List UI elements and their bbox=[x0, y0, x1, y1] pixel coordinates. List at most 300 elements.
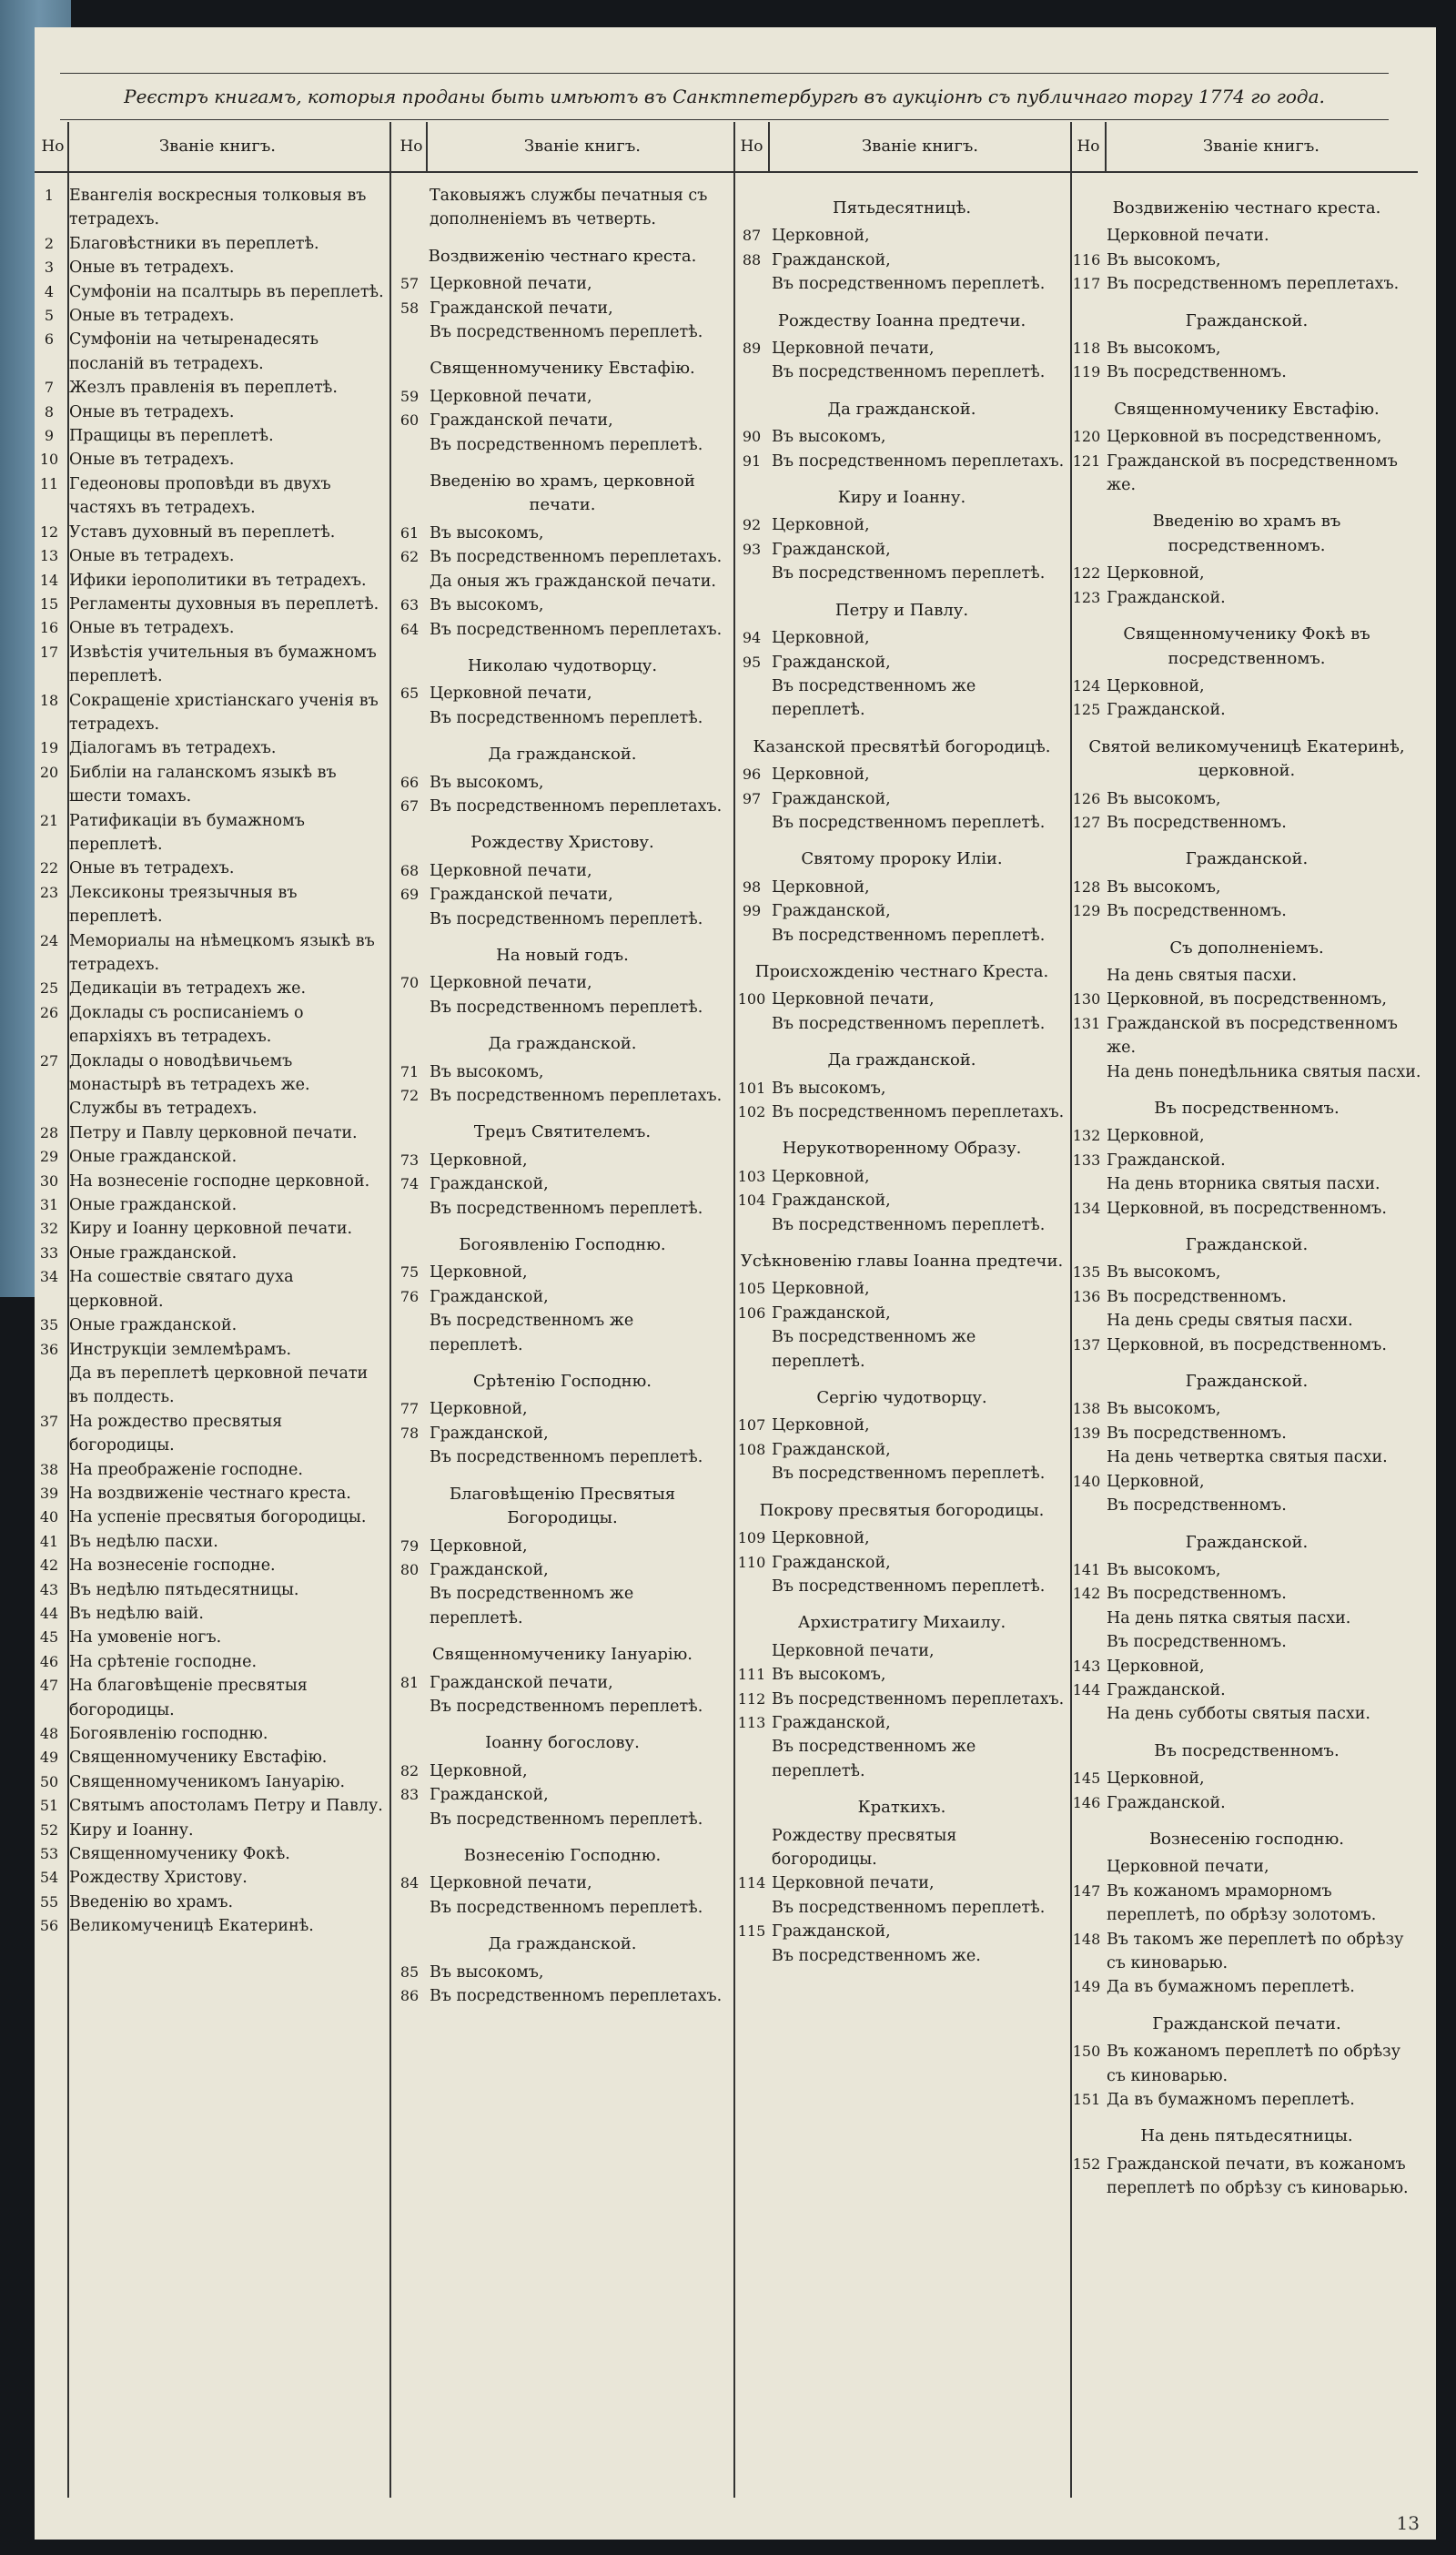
entry-number: 14 bbox=[39, 571, 59, 589]
entry-title: Церковной, bbox=[430, 1263, 528, 1283]
entry-number bbox=[395, 1197, 424, 1221]
entry-title: Святымъ апостоламъ Петру и Павлу. bbox=[69, 1797, 383, 1816]
entry-number: 46 bbox=[39, 1652, 59, 1670]
entry-number: 126 bbox=[1072, 789, 1101, 807]
register-entry bbox=[35, 1722, 386, 1746]
entry-number bbox=[737, 1213, 766, 1237]
entry-number: 115 bbox=[737, 1922, 766, 1941]
column-rule bbox=[1105, 122, 1107, 171]
entry-title: Церковной, bbox=[1107, 564, 1205, 583]
register-entry bbox=[737, 1663, 1067, 1687]
entry-title: Церковной, bbox=[430, 1151, 528, 1170]
register-entry bbox=[1072, 1678, 1421, 1702]
entry-number bbox=[737, 1639, 766, 1663]
entry-title: Гражданской, bbox=[772, 250, 891, 269]
entry-number: 31 bbox=[39, 1196, 59, 1214]
entry-number: 10 bbox=[39, 451, 59, 469]
section-heading: Священномученику Евстафію. bbox=[1114, 399, 1380, 419]
register-entry bbox=[35, 1458, 386, 1482]
entry-number bbox=[395, 996, 424, 1019]
entry-number bbox=[395, 1808, 424, 1831]
entry-title: Въ посредственномъ переплетахъ. bbox=[430, 548, 723, 567]
register-entry bbox=[35, 1626, 386, 1649]
entry-number bbox=[395, 1309, 424, 1357]
register-column-3 bbox=[737, 184, 1067, 1968]
entry-number bbox=[1072, 1702, 1101, 1726]
entry-title: Въ высокомъ, bbox=[1107, 340, 1221, 359]
entry-number: 55 bbox=[39, 1892, 59, 1911]
entry-title: На сошествіе святаго духа церковной. bbox=[69, 1268, 294, 1311]
entry-title: Церковной, bbox=[772, 629, 870, 648]
register-entry bbox=[737, 425, 1067, 449]
entry-number bbox=[1072, 1855, 1101, 1879]
register-entry bbox=[1072, 224, 1421, 248]
register-entry bbox=[395, 971, 730, 995]
entry-number: 29 bbox=[39, 1148, 59, 1166]
register-entry bbox=[35, 232, 386, 256]
entry-number: 124 bbox=[1072, 676, 1101, 695]
register-entry bbox=[1072, 360, 1421, 384]
section-heading: Вознесенію господню. bbox=[1148, 1829, 1345, 1849]
register-entry bbox=[1072, 272, 1421, 296]
entry-number: 3 bbox=[44, 259, 55, 277]
section-heading: Введенію во храмъ, церковной печати. bbox=[430, 471, 695, 515]
entry-title: Гражданской печати, bbox=[430, 411, 613, 431]
entry-number: 5 bbox=[44, 307, 55, 325]
column-rule bbox=[426, 122, 428, 171]
column-rule bbox=[389, 122, 391, 2498]
register-entry bbox=[35, 376, 386, 400]
entry-title: Оные въ тетрадехъ. bbox=[69, 859, 235, 878]
entry-number: 74 bbox=[399, 1175, 420, 1193]
register-entry bbox=[737, 1920, 1067, 1943]
entry-number: 104 bbox=[737, 1191, 766, 1210]
entry-title: Церковной печати, bbox=[772, 990, 935, 1009]
entry-number bbox=[1072, 1445, 1101, 1469]
entry-number bbox=[737, 1735, 766, 1783]
entry-title: Церковной печати, bbox=[772, 340, 935, 359]
entry-title: Церковной, bbox=[772, 227, 870, 246]
register-entry bbox=[395, 1084, 730, 1108]
entry-title: Церковной, bbox=[772, 1167, 870, 1186]
entry-number: 37 bbox=[39, 1412, 59, 1430]
entry-number: 149 bbox=[1072, 1978, 1101, 1996]
register-entry bbox=[395, 795, 730, 818]
entry-number: 121 bbox=[1072, 451, 1101, 470]
register-entry bbox=[395, 771, 730, 795]
entry-number: 111 bbox=[737, 1666, 766, 1684]
entry-number: 38 bbox=[39, 1460, 59, 1478]
entry-number bbox=[737, 1012, 766, 1036]
entry-number: 8 bbox=[44, 402, 55, 421]
register-entry bbox=[35, 424, 386, 448]
entry-number bbox=[395, 907, 424, 931]
entry-title: Гражданской, bbox=[772, 1922, 891, 1942]
register-entry bbox=[737, 513, 1067, 537]
entry-number bbox=[395, 1695, 424, 1719]
entry-title: Въ посредственномъ переплетахъ. bbox=[772, 1689, 1065, 1708]
register-entry bbox=[395, 1671, 730, 1695]
section-heading: Сергію чудотворцу. bbox=[816, 1388, 987, 1408]
entry-number: 125 bbox=[1072, 701, 1101, 719]
entry-title: Въ высокомъ, bbox=[772, 1079, 886, 1098]
entry-title: Церковной, bbox=[430, 1536, 528, 1556]
entry-title: На умовеніе ногъ. bbox=[69, 1628, 222, 1648]
section-heading: Краткихъ. bbox=[857, 1798, 946, 1818]
entry-number: 94 bbox=[742, 629, 762, 647]
register-entry bbox=[395, 320, 730, 344]
register-entry bbox=[395, 1558, 730, 1582]
entry-title: Гражданской, bbox=[430, 1175, 549, 1194]
entry-number bbox=[395, 570, 424, 593]
register-entry bbox=[35, 1674, 386, 1722]
entry-number: 132 bbox=[1072, 1127, 1101, 1145]
register-entry bbox=[737, 899, 1067, 923]
register-entry bbox=[35, 256, 386, 279]
entry-number: 43 bbox=[39, 1580, 59, 1598]
register-entry bbox=[737, 1639, 1067, 1663]
entry-number: 109 bbox=[737, 1529, 766, 1547]
entry-title: Въ высокомъ, bbox=[1107, 1263, 1221, 1283]
entry-title: Извѣстія учительныя въ бумажномъ переплетѣ. bbox=[69, 643, 377, 686]
register-entry bbox=[395, 297, 730, 320]
section-heading: Гражданской печати. bbox=[1152, 2013, 1341, 2033]
entry-number: 129 bbox=[1072, 902, 1101, 920]
entry-number bbox=[1072, 1060, 1101, 1084]
register-entry bbox=[1072, 1422, 1421, 1445]
entry-number: 151 bbox=[1072, 2091, 1101, 2109]
register-entry bbox=[395, 409, 730, 432]
entry-number: 72 bbox=[399, 1087, 420, 1104]
register-entry bbox=[737, 1189, 1067, 1212]
entry-number: 146 bbox=[1072, 1793, 1101, 1811]
register-entry bbox=[395, 907, 730, 931]
entry-title: На срѣтеніе господне. bbox=[69, 1652, 258, 1671]
section-heading: Николаю чудотворцу. bbox=[467, 655, 658, 675]
register-entry bbox=[1072, 1470, 1421, 1494]
entry-number: 117 bbox=[1072, 275, 1101, 293]
section-heading: Казанской пресвятѣй богородицѣ. bbox=[753, 736, 1051, 756]
register-entry bbox=[737, 924, 1067, 948]
entry-title: Церковной, bbox=[430, 1761, 528, 1780]
register-entry bbox=[35, 1602, 386, 1626]
entry-number bbox=[1072, 1607, 1101, 1630]
register-entry bbox=[35, 881, 386, 929]
entry-number: 102 bbox=[737, 1103, 766, 1120]
entry-number: 137 bbox=[1072, 1335, 1101, 1354]
entry-number: 105 bbox=[737, 1280, 766, 1298]
register-entry bbox=[737, 626, 1067, 650]
entry-number bbox=[737, 562, 766, 585]
register-entry bbox=[35, 641, 386, 689]
entry-number: 30 bbox=[39, 1171, 59, 1190]
entry-title: Рождеству пресвятыя богородицы. bbox=[772, 1826, 957, 1869]
register-entry bbox=[35, 1770, 386, 1794]
register-entry bbox=[395, 1285, 730, 1309]
section-heading: Съ дополненіемъ. bbox=[1169, 938, 1324, 958]
entry-title: Въ посредственномъ. bbox=[1107, 363, 1287, 382]
register-entry bbox=[1072, 811, 1421, 835]
register-entry bbox=[35, 1121, 386, 1145]
entry-title: Церковной, въ посредственномъ. bbox=[1107, 1335, 1387, 1354]
register-entry bbox=[395, 1783, 730, 1807]
entry-number bbox=[737, 272, 766, 296]
entry-title: Въ высокомъ, bbox=[1107, 877, 1221, 897]
register-entry bbox=[35, 184, 386, 232]
entry-title: Оные въ тетрадехъ. bbox=[69, 402, 235, 421]
register-sheet bbox=[35, 27, 1436, 2540]
register-entry bbox=[395, 184, 730, 232]
entry-number: 50 bbox=[39, 1772, 59, 1790]
section-heading: Вознесенію Господню. bbox=[463, 1845, 662, 1865]
register-entry bbox=[1072, 425, 1421, 449]
register-entry bbox=[35, 400, 386, 424]
entry-title: Въ посредственномъ же переплетѣ. bbox=[772, 676, 976, 720]
entry-number: 82 bbox=[399, 1761, 420, 1779]
entry-title: На день четвертка святыя пасхи. bbox=[1107, 1448, 1388, 1467]
entry-number: 122 bbox=[1072, 564, 1101, 583]
entry-title: Сумфоніи на псалтырь въ переплетѣ. bbox=[69, 282, 384, 301]
register-entry bbox=[737, 1165, 1067, 1189]
section-heading: На день пятьдесятницы. bbox=[1140, 2126, 1353, 2146]
section-heading: Въ посредственномъ. bbox=[1154, 1740, 1340, 1760]
entry-number: 19 bbox=[39, 739, 59, 757]
entry-title: Церковной, bbox=[772, 1416, 870, 1435]
entry-title: Священномученику Евстафію. bbox=[69, 1749, 328, 1768]
register-entry bbox=[35, 1530, 386, 1554]
entry-title: Евангелія воскресныя толковыя въ тетрадехъ. bbox=[69, 187, 367, 229]
entry-title: Въ посредственномъ переплетѣ. bbox=[772, 926, 1046, 945]
entry-title: Церковной печати, bbox=[430, 1874, 592, 1893]
register-entry bbox=[395, 1984, 730, 2008]
entry-number: 7 bbox=[44, 379, 55, 397]
entry-title: Уставъ духовный въ переплетѣ. bbox=[69, 522, 336, 542]
register-entry bbox=[737, 876, 1067, 899]
entry-number: 93 bbox=[742, 540, 762, 558]
entry-number: 70 bbox=[399, 974, 420, 992]
entry-title: Въ посредственномъ. bbox=[1107, 1633, 1287, 1652]
entry-number: 11 bbox=[39, 474, 59, 492]
entry-number: 130 bbox=[1072, 990, 1101, 1009]
entry-title: Въ посредственномъ переплетѣ. bbox=[430, 708, 703, 727]
register-entry bbox=[35, 1482, 386, 1506]
entry-title: Петру и Павлу церковной печати. bbox=[69, 1123, 358, 1142]
entry-title: Рождеству Христову. bbox=[69, 1869, 248, 1888]
entry-number: 60 bbox=[399, 411, 420, 430]
entry-title: Гражданской печати, въ кожаномъ переплетѣ по обрѣзу съ киноварью. bbox=[1107, 2155, 1409, 2198]
entry-title: На вознесеніе господне. bbox=[69, 1556, 276, 1576]
entry-title: Церковной печати, bbox=[1107, 1858, 1269, 1877]
register-entry bbox=[737, 1711, 1067, 1735]
register-entry bbox=[1072, 1285, 1421, 1309]
entry-title: Церковной печати, bbox=[430, 275, 592, 294]
entry-title: Гражданской, bbox=[772, 789, 891, 808]
entry-number: 26 bbox=[39, 1003, 59, 1021]
register-entry bbox=[1072, 1607, 1421, 1630]
column-rule bbox=[768, 122, 770, 171]
section-heading: Срѣтенію Господню. bbox=[472, 1372, 652, 1392]
register-entry bbox=[1072, 1791, 1421, 1815]
entry-number bbox=[737, 1944, 766, 1968]
register-entry bbox=[737, 1077, 1067, 1100]
entry-title: На успеніе пресвятыя богородицы. bbox=[69, 1508, 367, 1527]
entry-number: 145 bbox=[1072, 1769, 1101, 1788]
entry-title: Да оныя жъ гражданской печати. bbox=[430, 572, 716, 591]
entry-title: На благовѣщеніе пресвятыя богородицы. bbox=[69, 1677, 308, 1719]
register-entry bbox=[395, 1397, 730, 1421]
register-entry bbox=[395, 1535, 730, 1558]
register-entry bbox=[1072, 337, 1421, 360]
entry-number: 59 bbox=[399, 387, 420, 405]
entry-number: 83 bbox=[399, 1786, 420, 1804]
entry-number: 54 bbox=[39, 1869, 59, 1887]
register-entry bbox=[737, 763, 1067, 786]
entry-title: Гражданской. bbox=[1107, 588, 1226, 607]
entry-title: Въ посредственномъ переплетѣ. bbox=[430, 909, 703, 928]
section-heading: Усѣкновенію главы Іоанна предтечи. bbox=[740, 1252, 1064, 1272]
entry-title: Въ посредственномъ переплетѣ. bbox=[772, 564, 1046, 583]
entry-title: На день святыя пасхи. bbox=[1107, 966, 1298, 985]
register-entry bbox=[737, 1302, 1067, 1325]
entry-number: 144 bbox=[1072, 1680, 1101, 1698]
register-entry bbox=[395, 883, 730, 907]
entry-title: Въ посредственномъ переплетахъ. bbox=[430, 1087, 723, 1105]
register-entry bbox=[35, 521, 386, 544]
entry-title: Въ посредственномъ. bbox=[1107, 1287, 1287, 1306]
entry-title: Мемориалы на нѣмецкомъ языкѣ въ тетрадехъ. bbox=[69, 931, 375, 974]
register-entry bbox=[35, 736, 386, 760]
entry-title: Въ недѣлю пятьдесятницы. bbox=[69, 1580, 299, 1599]
register-entry bbox=[395, 1961, 730, 1984]
entry-title: Въ посредственномъ переплетѣ. bbox=[430, 323, 703, 342]
entry-number bbox=[395, 184, 424, 232]
register-entry bbox=[35, 569, 386, 593]
register-entry bbox=[1072, 1630, 1421, 1654]
entry-title: На день понедѣльника святыя пасхи. bbox=[1107, 1062, 1421, 1081]
entry-title: Оные въ тетрадехъ. bbox=[69, 451, 235, 470]
section-heading: Святой великомученицѣ Екатеринѣ, церковной. bbox=[1088, 736, 1405, 781]
entry-title: Въ посредственномъ переплетѣ. bbox=[772, 1898, 1046, 1917]
entry-title: Въ посредственномъ переплетѣ. bbox=[772, 1465, 1046, 1484]
register-entry bbox=[1072, 1012, 1421, 1060]
entry-number: 62 bbox=[399, 548, 420, 566]
register-entry bbox=[1072, 1582, 1421, 1606]
entry-title: Гедеоновы проповѣди въ двухъ частяхъ въ тетрадехъ. bbox=[69, 474, 331, 518]
register-entry bbox=[1072, 1494, 1421, 1517]
entry-number: 44 bbox=[39, 1604, 59, 1622]
entry-title: На вознесеніе господне церковной. bbox=[69, 1171, 370, 1191]
entry-number: 150 bbox=[1072, 2043, 1101, 2061]
entry-title: Въ посредственномъ. bbox=[1107, 813, 1287, 832]
register-entry bbox=[35, 1794, 386, 1818]
register-entry bbox=[1072, 1333, 1421, 1357]
register-entry bbox=[737, 988, 1067, 1011]
register-entry bbox=[35, 1170, 386, 1193]
entry-title: Церковной, bbox=[430, 1400, 528, 1419]
entry-title: Въ посредственномъ переплетахъ. bbox=[772, 1103, 1065, 1121]
entry-title: Въ недѣлю ваій. bbox=[69, 1604, 204, 1623]
entry-number bbox=[737, 1575, 766, 1598]
entry-title: Гражданской печати, bbox=[430, 886, 613, 905]
register-entry bbox=[395, 618, 730, 642]
entry-number: 131 bbox=[1072, 1014, 1101, 1032]
entry-number: 65 bbox=[399, 684, 420, 703]
entry-title: Въ высокомъ, bbox=[772, 428, 886, 447]
entry-title: Въ посредственномъ же. bbox=[772, 1946, 981, 1965]
entry-title: Въ высокомъ, bbox=[430, 773, 544, 792]
entry-number: 142 bbox=[1072, 1585, 1101, 1603]
entry-number: 95 bbox=[742, 653, 762, 671]
entry-number: 1 bbox=[44, 187, 55, 204]
register-entry bbox=[737, 450, 1067, 473]
register-entry bbox=[395, 1172, 730, 1196]
register-entry bbox=[35, 472, 386, 521]
entry-title: Въ посредственномъ же переплетѣ. bbox=[772, 1738, 976, 1780]
register-entry bbox=[1072, 1397, 1421, 1421]
entry-number: 64 bbox=[399, 620, 420, 638]
register-entry bbox=[737, 1871, 1067, 1895]
entry-number: 114 bbox=[737, 1874, 766, 1892]
section-heading: Да гражданской. bbox=[488, 745, 637, 765]
entry-title: Въ посредственномъ переплетѣ. bbox=[772, 363, 1046, 382]
entry-title: Гражданской, bbox=[772, 1440, 891, 1459]
entry-number: 96 bbox=[742, 765, 762, 784]
entry-number bbox=[737, 1896, 766, 1920]
entry-title: Церковной, bbox=[1107, 1472, 1205, 1491]
register-entry bbox=[737, 1551, 1067, 1575]
register-entry bbox=[737, 1325, 1067, 1374]
entry-title: Въ высокомъ, bbox=[1107, 789, 1221, 808]
section-heading: Да гражданской. bbox=[488, 1034, 637, 1054]
entry-title: Церковной, bbox=[1107, 1769, 1205, 1789]
entry-title: Церковной, bbox=[772, 877, 870, 897]
entry-number: 33 bbox=[39, 1243, 59, 1262]
register-entry bbox=[395, 1197, 730, 1221]
register-entry bbox=[737, 1526, 1067, 1550]
entry-title: Гражданской, bbox=[772, 1303, 891, 1323]
register-entry bbox=[737, 562, 1067, 585]
entry-number: 152 bbox=[1072, 2155, 1101, 2173]
entry-number bbox=[395, 433, 424, 457]
entry-number: 90 bbox=[742, 428, 762, 446]
entry-number: 85 bbox=[399, 1962, 420, 1981]
entry-title: На воздвиженіе честнаго креста. bbox=[69, 1484, 351, 1503]
register-entry bbox=[1072, 1124, 1421, 1148]
entry-number: 53 bbox=[39, 1845, 59, 1863]
entry-number: 76 bbox=[399, 1287, 420, 1305]
register-entry bbox=[1072, 876, 1421, 899]
entry-title: Жезлъ правленія въ переплетѣ. bbox=[69, 379, 338, 398]
register-entry bbox=[395, 1060, 730, 1084]
register-entry bbox=[395, 433, 730, 457]
section-heading: Рождеству Христову. bbox=[470, 833, 654, 853]
entry-number: 66 bbox=[399, 773, 420, 791]
entry-number: 118 bbox=[1072, 340, 1101, 358]
register-entry bbox=[35, 280, 386, 304]
register-entry bbox=[395, 859, 730, 883]
register-entry bbox=[1072, 1309, 1421, 1333]
entry-number: 4 bbox=[44, 282, 55, 300]
header-no-1: Но bbox=[41, 137, 65, 156]
entry-title: Ифики іерополитики въ тетрадехъ. bbox=[69, 571, 367, 590]
entry-title: Въ посредственномъ переплетѣ. bbox=[430, 1898, 703, 1917]
register-entry bbox=[35, 616, 386, 640]
register-entry bbox=[35, 1265, 386, 1313]
entry-title: На день среды святыя пасхи. bbox=[1107, 1312, 1353, 1331]
register-entry bbox=[1072, 964, 1421, 988]
entry-title: Въ посредственномъ переплетѣ. bbox=[772, 1014, 1046, 1033]
header-no-4: Но bbox=[1077, 137, 1100, 156]
